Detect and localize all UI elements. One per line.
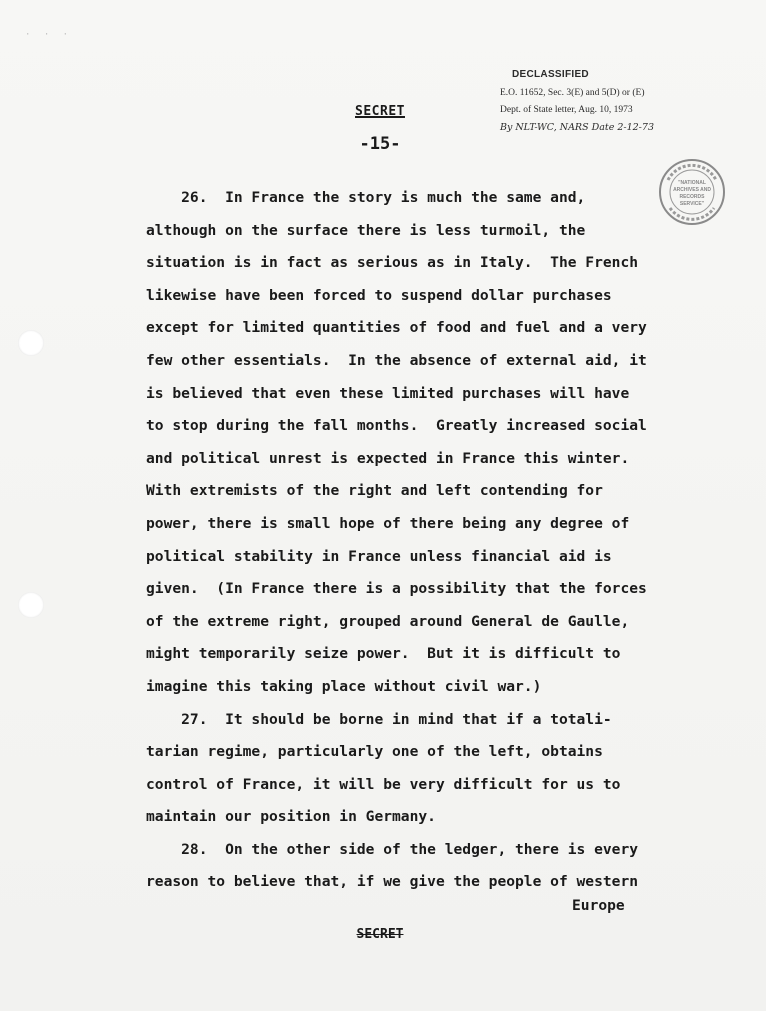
text-line: With extremists of the right and left contending for [146,482,603,500]
text-line: might temporarily seize power. But it is difficult to [146,645,621,663]
text-line: is believed that even these limited purchases will have [146,384,630,402]
text-line: few other essentials. In the absence of external aid, it [146,351,647,369]
header-classification: SECRET [355,104,405,119]
punch-hole-top [18,330,44,356]
text-line: imagine this taking place without civil war.) [146,677,542,695]
text-line: reason to believe that, if we give the people of western [146,873,639,891]
text-line: control of France, it will be very difficult for us to [146,775,621,793]
declass-reviewer: By NLT-WC, NARS Date 2-12-73 [500,122,654,134]
text-line: tarian regime, particularly one of the left, obtains [146,743,603,761]
text-line: 28. On the other side of the ledger, there is every [146,840,639,858]
punch-hole-bottom [18,592,44,618]
text-line: 26. In France the story is much the same and, [146,189,586,206]
page-number: -15- [359,134,401,154]
text-line: political stability in France unless financial aid is [146,547,612,565]
svg-text:SERVICE": SERVICE" [679,201,705,207]
text-line: likewise have been forced to suspend dollar purchases [146,286,612,304]
continuation-word: Europe [572,897,625,914]
text-line: power, there is small hope of there being any degree of [146,514,630,532]
margin-marks: · · · [25,30,73,40]
declassification-block [500,68,730,135]
text-line: except for limited quantities of food and fuel and a very [146,319,647,337]
text-line: to stop during the fall months. Greatly increased social [146,417,647,435]
declass-authority: E.O. 11652, Sec. 3(E) and 5(D) or (E) [500,87,645,98]
text-line: and political unrest is expected in France this winter. [146,449,630,467]
footer-classification: SECRET [356,927,404,942]
declass-letter: Dept. of State letter, Aug. 10, 1973 [500,105,633,116]
text-line: 27. It should be borne in mind that if a totali- [146,710,612,728]
svg-text:"NATIONAL: "NATIONAL [678,180,706,186]
text-line: of the extreme right, grouped around General de Gaulle, [146,612,630,630]
text-line: situation is in fact as serious as in Italy. The French [146,254,639,272]
text-line: given. (In France there is a possibility that the forces [146,580,647,598]
svg-text:ARCHIVES AND: ARCHIVES AND [673,187,711,193]
text-line: maintain our position in Germany. [146,808,436,826]
text-line: although on the surface there is less turmoil, the [146,221,586,239]
svg-text:RECORDS: RECORDS [679,194,705,200]
body-text [146,182,706,899]
declassified-title: DECLASSIFIED [512,69,589,80]
